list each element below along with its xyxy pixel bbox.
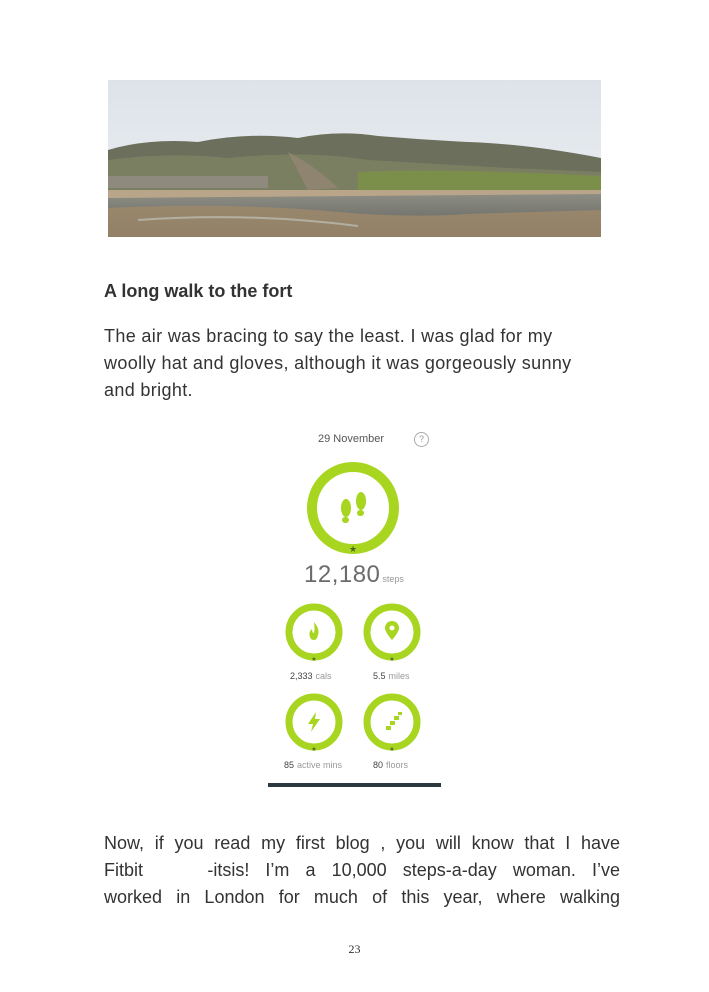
calories-ring <box>284 602 344 662</box>
paragraph-1-line: woolly hat and gloves, although it was gorgeously sunny <box>104 353 572 373</box>
flame-icon <box>309 622 318 640</box>
paragraph-2-line: worked in London for much of this year, where walking <box>104 887 620 907</box>
distance-stat <box>373 671 410 681</box>
paragraph-2-line: Now, if you read my first blog , you will know that I have <box>104 833 620 853</box>
floors-ring <box>362 692 422 752</box>
stat-value: 80 <box>373 760 384 770</box>
paragraph-2-line: Fitbit -itsis! I’m a 10,000 steps-a-day woman. I’ve <box>104 860 620 880</box>
svg-text:★: ★ <box>389 747 395 752</box>
stat-value: 5.5 <box>373 671 386 681</box>
fitbit-screenshot <box>268 424 441 790</box>
paragraph-1-line: and bright. <box>104 380 193 400</box>
footprints-icon <box>341 492 366 523</box>
paragraph-1-line: The air was bracing to say the least. I was glad for my <box>104 326 553 346</box>
stairs-icon <box>386 712 402 730</box>
paragraph-1 <box>104 323 606 404</box>
section-heading: A long walk to the fort <box>104 281 293 301</box>
svg-text:★: ★ <box>389 657 395 662</box>
star-icon: ★ <box>348 544 358 554</box>
steps-value: 12,180 <box>304 561 381 588</box>
stat-unit: cals <box>315 671 332 681</box>
steps-ring <box>305 460 401 556</box>
app-bottom-bar <box>268 783 441 787</box>
stat-value: 2,333 <box>290 671 313 681</box>
active-minutes-stat <box>284 760 342 770</box>
distance-ring <box>362 602 422 662</box>
calories-stat <box>290 671 332 681</box>
steps-count <box>304 561 404 589</box>
stat-unit: active mins <box>297 760 343 770</box>
lightning-icon <box>308 712 320 732</box>
page-number: 23 <box>348 942 361 956</box>
svg-text:★: ★ <box>311 657 317 662</box>
stat-unit: floors <box>386 760 409 770</box>
floors-stat <box>373 760 408 770</box>
svg-text:★: ★ <box>311 747 317 752</box>
active-minutes-ring <box>284 692 344 752</box>
landscape-photo <box>108 80 601 237</box>
stat-value: 85 <box>284 760 295 770</box>
stat-unit: miles <box>388 671 410 681</box>
paragraph-2 <box>104 830 620 911</box>
help-icon: ? <box>414 432 429 447</box>
steps-unit: steps <box>382 574 404 584</box>
fitbit-date: 29 November <box>318 433 385 445</box>
